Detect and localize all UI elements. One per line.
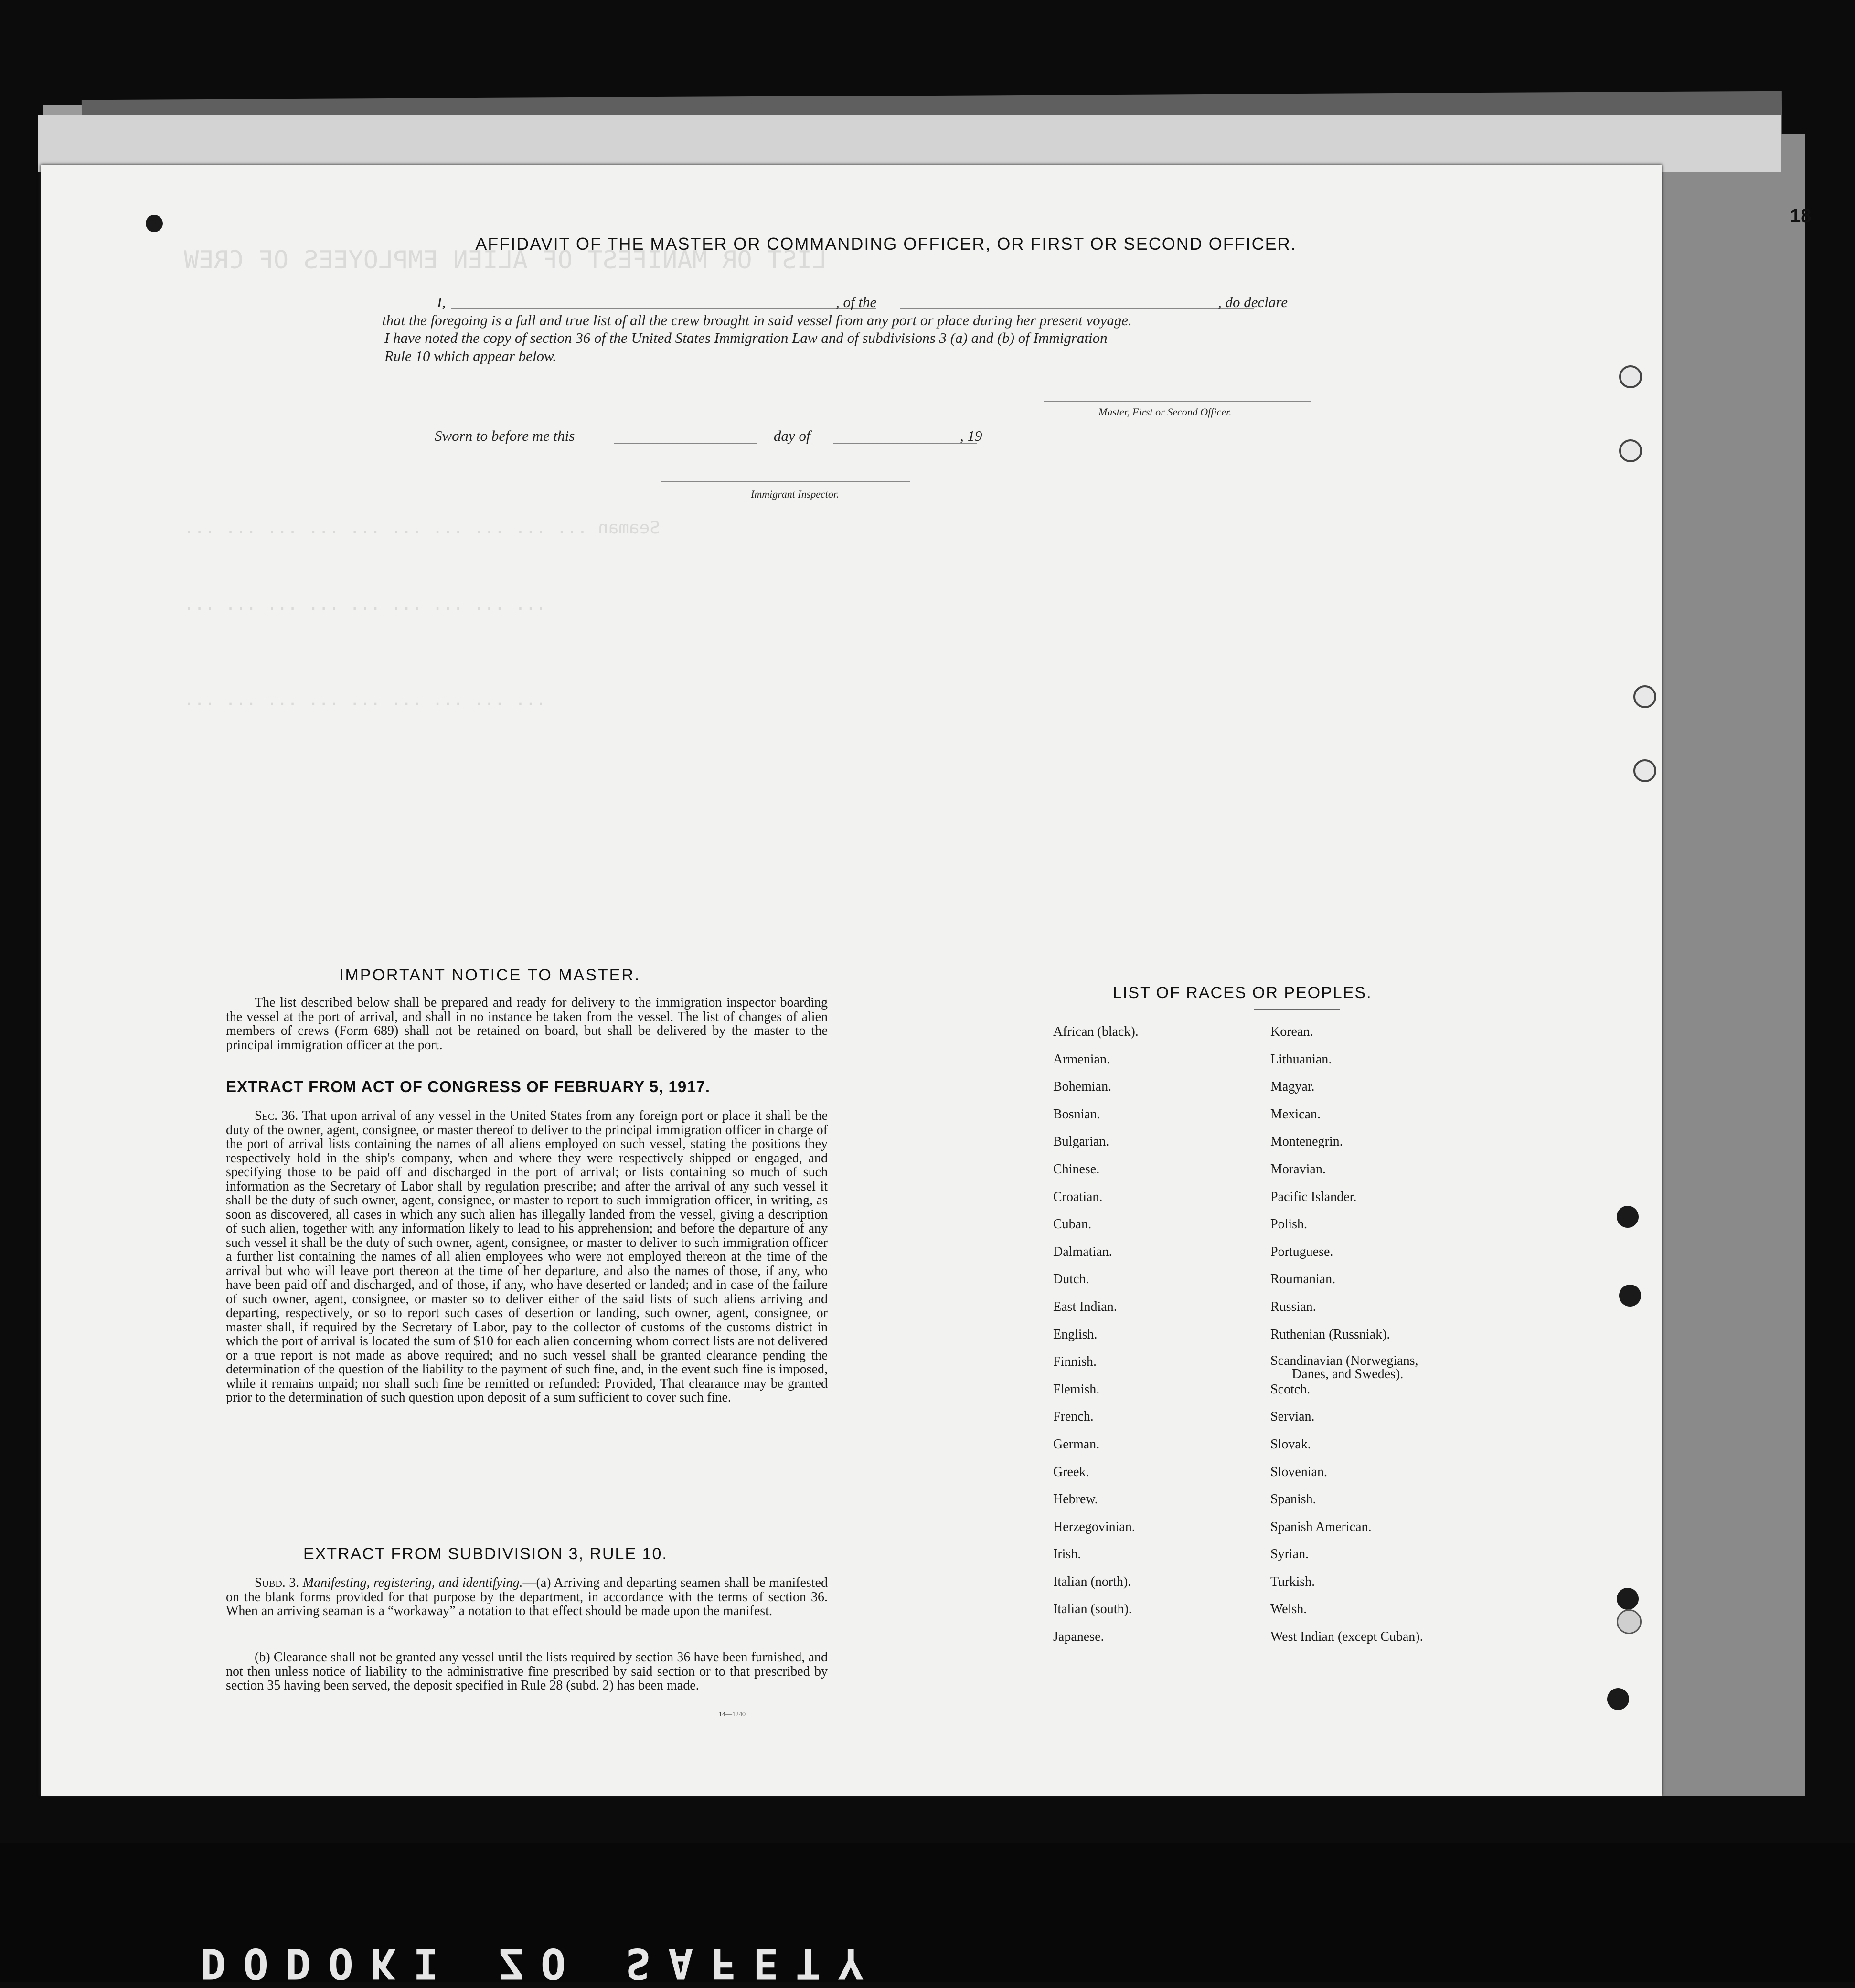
race-item: East Indian.: [1053, 1299, 1117, 1314]
race-item: Servian.: [1270, 1409, 1315, 1425]
rivet: [1607, 1688, 1629, 1710]
race-item: Lithuanian.: [1270, 1052, 1332, 1067]
sworn-text: Sworn to before me this: [435, 427, 575, 444]
act-heading: EXTRACT FROM ACT OF CONGRESS OF FEBRUARY 5, 1917.: [226, 1078, 711, 1095]
race-item: [1270, 1354, 1423, 1382]
film-edge-marking: DODOKI ZO SAFETY: [201, 1939, 881, 1988]
race-item: Welsh.: [1270, 1602, 1307, 1617]
affidavit-line1-end: , do declare: [1218, 294, 1288, 310]
race-item: French.: [1053, 1409, 1094, 1425]
show-through-text: LIST OR MANIFEST OF ALIEN EMPLOYEES OF CREW: [184, 246, 827, 275]
race-item: Russian.: [1270, 1299, 1316, 1314]
rule-subd-title: Manifesting, registering, and identifying.: [302, 1575, 523, 1590]
form-number: 14—1240: [719, 1711, 746, 1718]
rule-text-a: —(a) Arriving and departing seamen shall be manifested on the blank forms provided for that purpose by the department, in accordance with the terms of section 36. When an arriving seaman is a “workaway” a notation to that effect should be made upon the manifest.: [226, 1575, 828, 1618]
races-heading: LIST OF RACES OR PEOPLES.: [1113, 984, 1372, 1002]
race-item: West Indian (except Cuban).: [1270, 1629, 1423, 1645]
race-item: Slovenian.: [1270, 1464, 1327, 1479]
master-signature-line: [1044, 401, 1311, 402]
race-item: Pacific Islander.: [1270, 1189, 1357, 1204]
rivet: [1617, 1588, 1639, 1610]
race-item: Spanish.: [1270, 1492, 1316, 1507]
race-item: Spanish American.: [1270, 1519, 1372, 1534]
name-blank: [451, 308, 876, 309]
binder-hole: [1633, 759, 1656, 782]
race-item: Montenegrin.: [1270, 1134, 1343, 1149]
affidavit-line3: I have noted the copy of section 36 of the United States Immigration Law and of subdivisions 3 (a) and (b) of Immigration: [384, 330, 1108, 346]
binder-hole: [1619, 439, 1642, 462]
race-item: Mexican.: [1270, 1106, 1321, 1122]
race-item: Cuban.: [1053, 1217, 1092, 1232]
race-item: Syrian.: [1270, 1547, 1309, 1562]
race-item: Slovak.: [1270, 1436, 1311, 1452]
affidavit-line4: Rule 10 which appear below.: [384, 348, 557, 364]
race-item: Greek.: [1053, 1464, 1089, 1479]
race-item: Italian (south).: [1053, 1602, 1132, 1617]
show-through-text: ... ... ... ... ... ... ... ... ...: [184, 595, 546, 614]
race-item: English.: [1053, 1327, 1098, 1342]
affidavit-title: AFFIDAVIT OF THE MASTER OR COMMANDING OFFICER, OR FIRST OR SECOND OFFICER.: [475, 234, 1297, 254]
notice-text: The list described below shall be prepared and ready for delivery to the immigration inspector boarding the vessel at the port of arrival, and shall in no instance be taken from the vessel. The list of changes of alien members of crews (Form 689) shall not be retained on board, but shall be delivered by the master to the principal immigration officer at the port.: [226, 995, 828, 1052]
race-item: German.: [1053, 1436, 1100, 1452]
margin-page-number: 18: [1790, 205, 1812, 226]
race-item-continuation: Danes, and Swedes).: [1292, 1367, 1404, 1382]
rivet: [1617, 1206, 1639, 1228]
race-item: Ruthenian (Russniak).: [1270, 1327, 1390, 1342]
vessel-blank: [900, 308, 1254, 309]
race-item: Italian (north).: [1053, 1574, 1131, 1589]
affidavit-line2: that the foregoing is a full and true list of all the crew brought in said vessel from any port or place during her present voyage.: [382, 312, 1132, 329]
race-item: Magyar.: [1270, 1079, 1315, 1095]
races-column-1: [1053, 1024, 1139, 1657]
act-section-36: [226, 1109, 828, 1405]
race-item: Finnish.: [1053, 1354, 1097, 1370]
race-item: Portuguese.: [1270, 1244, 1333, 1259]
day-of-text: day of: [774, 427, 810, 444]
race-item: Bosnian.: [1053, 1106, 1100, 1122]
race-item: Hebrew.: [1053, 1492, 1098, 1507]
rule-subdivision-b: (b) Clearance shall not be granted any vessel until the lists required by section 36 have been furnished, and not then unless notice of liability to the administrative fine prescribed by said section or to that prescribed by section 35 having been served, the deposit specified in Rule 28 (subd. 2) has been made.: [226, 1650, 828, 1693]
race-item: Polish.: [1270, 1217, 1308, 1232]
inspector-signature-line: [661, 481, 910, 482]
notice-heading: IMPORTANT NOTICE TO MASTER.: [339, 966, 641, 984]
show-through-text: Seaman ... ... ... ... ... ... ... ... ... ...: [184, 518, 660, 538]
binder-hole: [1633, 685, 1656, 708]
day-blank: [614, 443, 757, 444]
race-item: African (black).: [1053, 1024, 1139, 1039]
rule-subdivision-a: [226, 1576, 828, 1618]
race-item: Turkish.: [1270, 1574, 1315, 1589]
underlying-manifest-edge: [1662, 134, 1805, 1796]
year-text: , 19: [960, 427, 982, 444]
race-item: Croatian.: [1053, 1189, 1103, 1204]
race-item: Korean.: [1270, 1024, 1313, 1039]
race-item: Herzegovinian.: [1053, 1519, 1135, 1534]
binder-hole: [1617, 1609, 1642, 1634]
show-through-text: ... ... ... ... ... ... ... ... ...: [184, 690, 546, 710]
rivet: [1619, 1285, 1641, 1307]
race-item: Moravian.: [1270, 1161, 1326, 1177]
race-item-line1: Scandinavian (Norwegians,: [1270, 1353, 1418, 1369]
races-heading-rule: [1254, 1009, 1340, 1010]
race-item: Chinese.: [1053, 1161, 1100, 1177]
affidavit-page: [41, 165, 1662, 1796]
month-blank: [833, 443, 977, 444]
act-section-label: Sec. 36.: [255, 1108, 299, 1123]
punch-mark: [146, 215, 163, 232]
race-item: Bulgarian.: [1053, 1134, 1109, 1149]
race-item: Scotch.: [1270, 1382, 1311, 1397]
stacked-sheet-edges: [38, 115, 1781, 172]
inspector-signature-caption: Immigrant Inspector.: [751, 488, 839, 500]
binder-hole: [1619, 365, 1642, 388]
rule-heading: EXTRACT FROM SUBDIVISION 3, RULE 10.: [303, 1545, 668, 1563]
races-column-2: [1270, 1024, 1423, 1657]
act-section-text: That upon arrival of any vessel in the United States from any foreign port or place it shall be the duty of the owner, agent, consignee, or master thereof to deliver to the principal immigration officer in charge of the port of arrival lists containing the names of all aliens employed on such vessel, stating the positions they respectively hold in the ship's company, when and where they were respectively shipped or engaged, and specifying those to be paid off and discharged in the port of arrival; or lists containing so much of such information as the Secretary of Labor shall by regulation prescribe; and after the arrival of any such vessel it shall be the duty of such owner, agent, consignee, or master to report to such immigration officer, in writing, as soon as discovered, all cases in which any such alien has illegally landed from the vessel, giving a description of such alien, together with any information likely to lead to his apprehension; and before the departure of any such vessel it shall be the duty of such owner, agent, consignee, or master to deliver to such immigration officer a further list containing the names of all alien employees who were not employed thereon at the time of the arrival but who will leave port thereon at the time of her departure, and also the names of those, if any, who have been paid off and discharged, and of those, if any, who have deserted or landed; and in case of the failure of such owner, agent, consignee, or master so to deliver either of the said lists of such aliens arriving and departing, respectively, or so to report such cases of desertion or landing, such owner, agent, consignee, or master shall, if required by the Secretary of Labor, pay to the collector of customs of the customs district in which the port of arrival is located the sum of $10 for each alien concerning whom correct lists are not delivered or a true report is not made as above required; and no such vessel shall be granted clearance pending the determination of the question of the liability to the payment of such fine, and, in the event such fine is imposed, while it remains unpaid; nor shall such fine be remitted or refunded: Provided, That clearance may be granted prior to the determination of such question upon deposit of a sum sufficient to cover such fine.: [226, 1108, 828, 1405]
master-signature-caption: Master, First or Second Officer.: [1098, 406, 1232, 418]
race-item: Irish.: [1053, 1547, 1081, 1562]
affidavit-line1-start: I,: [437, 294, 446, 310]
race-item: Armenian.: [1053, 1052, 1110, 1067]
race-item: Bohemian.: [1053, 1079, 1112, 1095]
race-item: Dalmatian.: [1053, 1244, 1112, 1259]
race-item: Dutch.: [1053, 1272, 1089, 1287]
race-item: Japanese.: [1053, 1629, 1104, 1645]
rule-subd-label: Subd. 3.: [255, 1575, 299, 1590]
affidavit-line1-mid: , of the: [836, 294, 877, 310]
race-item: Roumanian.: [1270, 1272, 1336, 1287]
race-item: Flemish.: [1053, 1382, 1100, 1397]
